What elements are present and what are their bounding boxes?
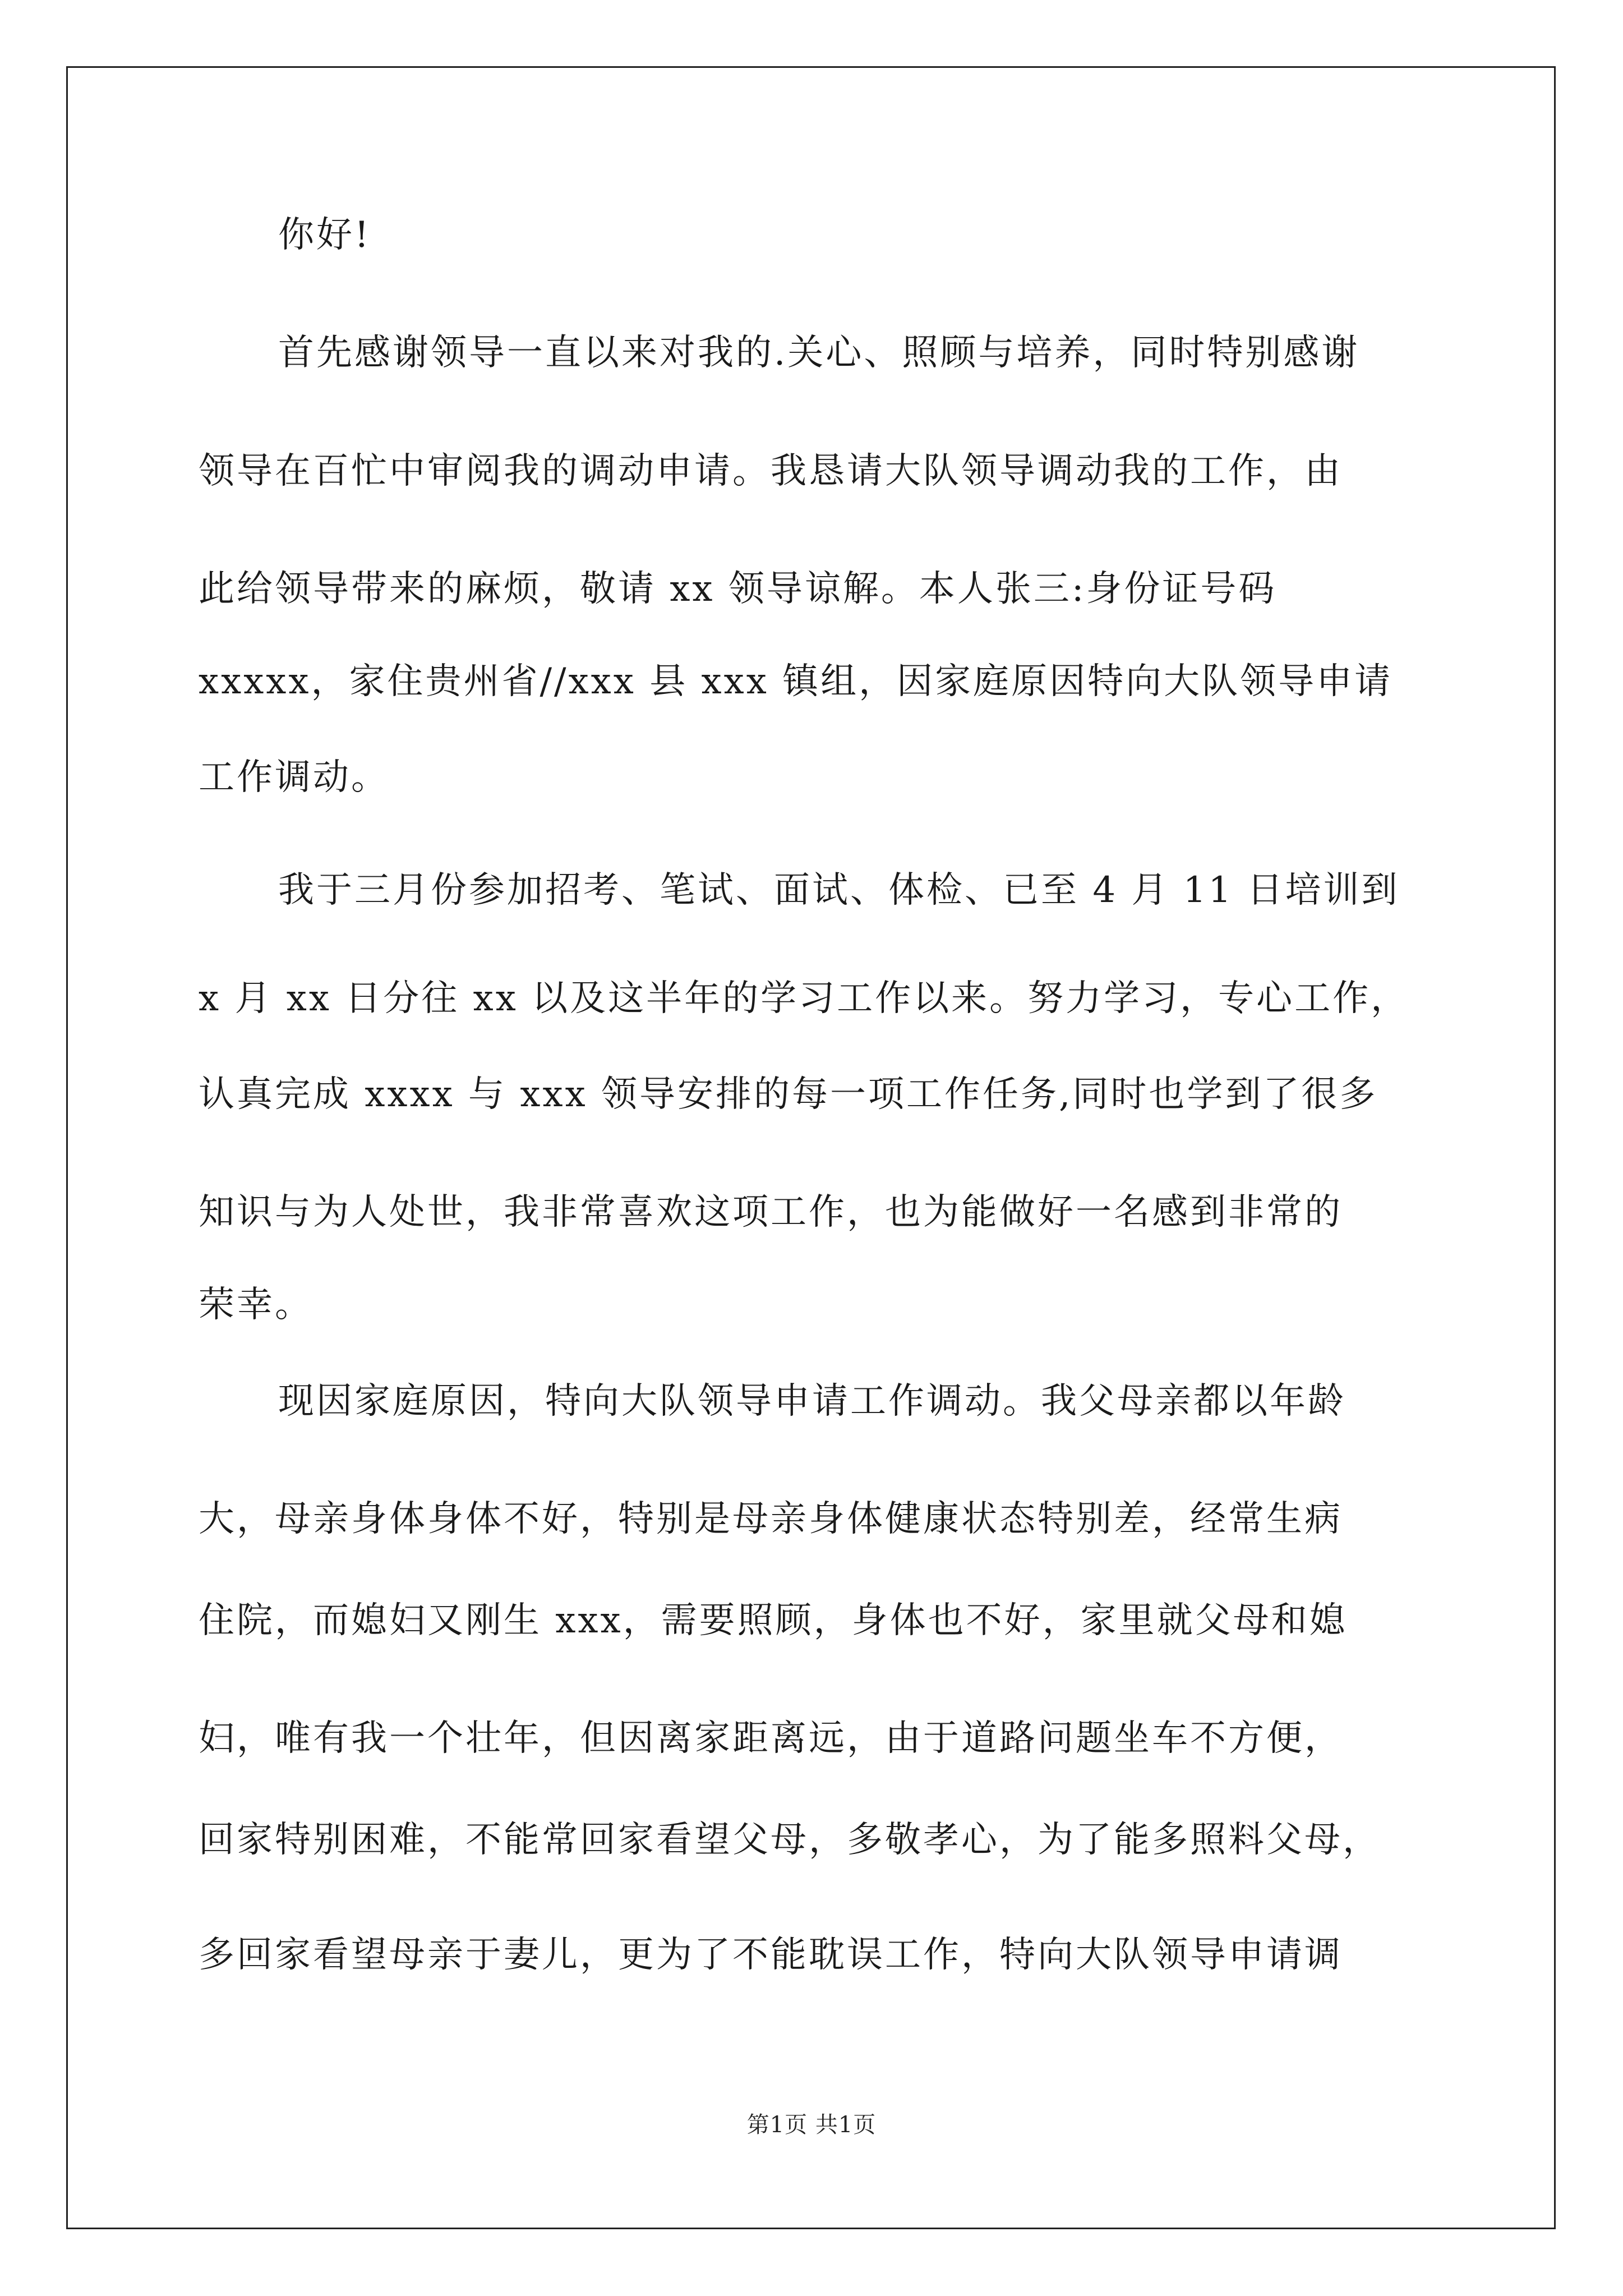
- paragraph-line: 知识与为人处世，我非常喜欢这项工作，也为能做好一名感到非常的: [199, 1191, 1343, 1233]
- page-footer: 第1页 共1页: [746, 2112, 877, 2138]
- paragraph-line: 现因家庭原因，特向大队领导申请工作调动。我父母亲都以年龄: [278, 1381, 1346, 1422]
- paragraph-line: 住院，而媳妇又刚生 xxx，需要照顾，身体也不好，家里就父母和媳: [199, 1600, 1348, 1641]
- paragraph-line: 认真完成 xxxx 与 xxx 领导安排的每一项工作任务,同时也学到了很多: [199, 1074, 1378, 1115]
- paragraph-line: 工作调动。: [199, 757, 389, 798]
- paragraph-line: 此给领导带来的麻烦，敬请 xx 领导谅解。本人张三:身份证号码: [199, 568, 1277, 610]
- paragraph-line: 荣幸。: [199, 1284, 313, 1326]
- paragraph-line: 大，母亲身体身体不好，特别是母亲身体健康状态特别差，经常生病: [199, 1498, 1343, 1540]
- page-border: [66, 66, 1556, 2229]
- paragraph-line: 我于三月份参加招考、笔试、面试、体检、已至 4 月 11 日培训到: [278, 869, 1400, 911]
- greeting-line: 你好!: [278, 214, 371, 256]
- paragraph-line: 首先感谢领导一直以来对我的.关心、照顾与培养，同时特别感谢: [278, 332, 1360, 374]
- paragraph-line: xxxxx，家住贵州省//xxx 县 xxx 镇组，因家庭原因特向大队领导申请: [199, 661, 1393, 702]
- paragraph-line: x 月 xx 日分往 xx 以及这半年的学习工作以来。努力学习，专心工作，: [199, 978, 1409, 1019]
- paragraph-line: 回家特别困难，不能常回家看望父母，多敬孝心，为了能多照料父母，: [199, 1819, 1381, 1861]
- paragraph-line: 多回家看望母亲于妻儿，更为了不能耽误工作，特向大队领导申请调: [199, 1934, 1343, 1976]
- paragraph-line: 妇，唯有我一个壮年，但因离家距离远，由于道路问题坐车不方便，: [199, 1718, 1343, 1759]
- paragraph-line: 领导在百忙中审阅我的调动申请。我恳请大队领导调动我的工作，由: [199, 450, 1343, 492]
